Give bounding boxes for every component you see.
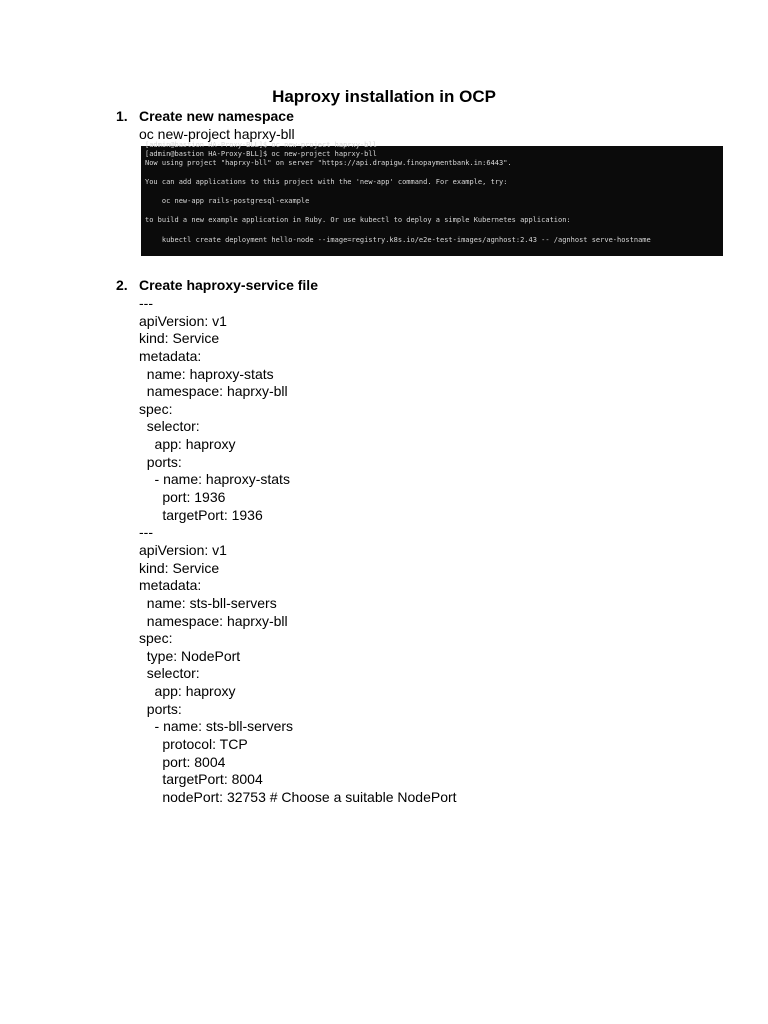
- yaml-line: apiVersion: v1: [139, 312, 227, 329]
- yaml-line: protocol: TCP: [139, 736, 248, 753]
- yaml-line: - name: haproxy-stats: [139, 471, 290, 488]
- yaml-line: targetPort: 1936: [139, 506, 263, 523]
- terminal-line: to build a new example application in Ruby. Or use kubectl to deploy a simple Kubernetes application:: [145, 216, 571, 224]
- yaml-line: type: NodePort: [139, 647, 241, 664]
- yaml-line: port: 1936: [139, 489, 226, 506]
- terminal-line: [admin@bastion HA-Proxy-BLL]$ oc new-project haprxy-bll: [145, 150, 377, 158]
- yaml-line: nodePort: 32753 # Choose a suitable NodePort: [139, 788, 457, 805]
- yaml-line: name: sts-bll-servers: [139, 594, 277, 611]
- yaml-line: selector:: [139, 418, 200, 435]
- yaml-line: kind: Service: [139, 559, 220, 576]
- yaml-line: - name: sts-bll-servers: [139, 718, 294, 735]
- yaml-line: name: haproxy-stats: [139, 365, 274, 382]
- yaml-line: app: haproxy: [139, 436, 236, 453]
- yaml-line: spec:: [139, 630, 173, 647]
- yaml-line: ports:: [139, 453, 182, 470]
- terminal-line: oc new-app rails-postgresql-example: [145, 197, 310, 205]
- step-heading: Create new namespace: [139, 108, 294, 124]
- yaml-line: kind: Service: [139, 330, 220, 347]
- terminal-line: [admin@bastion HA-Proxy-BLL]$ oc new-project haprxy-bll: [145, 141, 377, 149]
- yaml-code-block: [139, 295, 457, 807]
- terminal-line: kubectl create deployment hello-node --image=registry.k8s.io/e2e-test-images/agnhost:2.43 -- /agnhost serve-hostname: [145, 236, 651, 244]
- step-heading: Create haproxy-service file: [139, 277, 318, 293]
- terminal-line: Now using project "haprxy-bll" on server "https://api.drapigw.finopaymentbank.in:6443".: [145, 159, 512, 167]
- step-number: 2.: [116, 277, 128, 293]
- yaml-line: spec:: [139, 400, 173, 417]
- yaml-line: app: haproxy: [139, 683, 236, 700]
- step-number: 1.: [116, 108, 128, 124]
- yaml-line: apiVersion: v1: [139, 541, 227, 558]
- yaml-line: ---: [139, 295, 153, 311]
- page-title: Haproxy installation in OCP: [272, 87, 496, 106]
- terminal-line: You can add applications to this project with the 'new-app' command. For example, try:: [145, 178, 508, 186]
- yaml-line: ---: [139, 524, 153, 541]
- yaml-line: port: 8004: [139, 753, 226, 770]
- yaml-line: metadata:: [139, 577, 202, 594]
- command-text: oc new-project haprxy-bll: [139, 126, 295, 142]
- terminal-screenshot: [141, 141, 723, 256]
- yaml-line: metadata:: [139, 347, 202, 364]
- yaml-line: ports:: [139, 700, 182, 717]
- yaml-line: targetPort: 8004: [139, 771, 263, 788]
- yaml-line: selector:: [139, 665, 200, 682]
- yaml-line: namespace: haprxy-bll: [139, 612, 288, 629]
- yaml-line: namespace: haprxy-bll: [139, 383, 288, 400]
